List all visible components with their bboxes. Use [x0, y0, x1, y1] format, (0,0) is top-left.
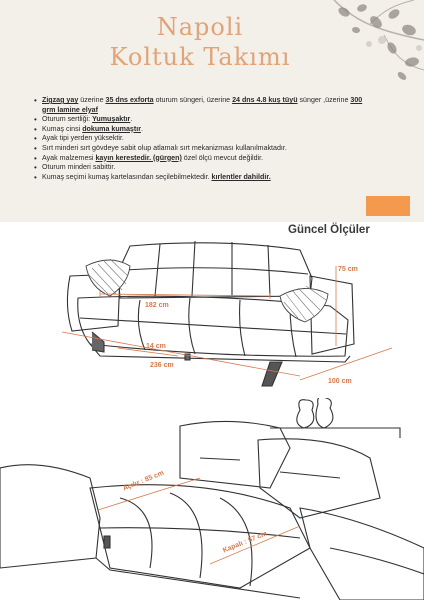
- feature-item: [34, 96, 364, 115]
- accent-block: [366, 196, 410, 216]
- product-title: [100, 12, 300, 72]
- leg-height-label: 14 cm: [146, 343, 166, 350]
- feature-highlight: 24 dns 4.8 kuş tüyü: [232, 96, 298, 104]
- feature-text: Sırt minderi sırt gövdeye sabit olup atlamalı sırt mekanizması kullanılmaktadır.: [42, 143, 287, 152]
- feature-highlight: kırlentler dahildir.: [211, 172, 271, 181]
- title-line-1: Napoli: [156, 13, 244, 41]
- feature-text: Ayak tipi yerden yüksektir.: [42, 134, 124, 143]
- feature-item: [34, 173, 364, 183]
- seat-width-label: 182 cm: [145, 302, 169, 309]
- feature-text: Ayak malzemesi: [42, 153, 96, 162]
- closed-depth-label: Kapalı : 57 cm: [222, 530, 269, 555]
- info-panel: [0, 0, 424, 222]
- feature-text: oturum süngeri, üzerine: [153, 96, 233, 104]
- feature-text: sünger ,üzerine: [297, 96, 351, 104]
- feature-text: üzerine: [78, 96, 106, 104]
- feature-text: .: [140, 124, 143, 133]
- feature-highlight: 35 dns exforta: [105, 96, 154, 104]
- feature-item: [34, 125, 364, 135]
- sofa-seat-depth-drawing: [0, 398, 424, 600]
- feature-text: Kumaş cinsi: [42, 124, 83, 133]
- total-width-label: 236 cm: [150, 362, 174, 369]
- feature-highlight: dokuma kumaştır: [82, 124, 141, 133]
- feature-text: Kumaş seçimi kumaş kartelasından seçilebilmektedir.: [42, 172, 212, 181]
- height-label: 75 cm: [338, 266, 358, 273]
- dimensions-title: Güncel Ölçüler: [288, 224, 370, 236]
- feature-text: .: [130, 115, 133, 124]
- feature-text: özel ölçü mevcut değildir.: [181, 153, 264, 162]
- feature-text: Oturum sertliği:: [42, 115, 93, 124]
- feature-highlight: Yumuşaktır: [92, 115, 131, 124]
- feature-item: [34, 144, 364, 154]
- depth-label: 100 cm: [328, 378, 352, 385]
- title-line-2: Koltuk Takımı: [109, 43, 291, 71]
- feature-list: [34, 96, 364, 182]
- feature-item: [34, 163, 364, 173]
- feature-item: [34, 115, 364, 125]
- feature-item: [34, 154, 364, 164]
- feature-item: [34, 134, 364, 144]
- open-depth-label: Açılır : 85 cm: [122, 469, 166, 493]
- feature-highlight: kayın kerestedir. (gürgen): [95, 153, 182, 162]
- feature-text: Oturum minderi sabittir.: [42, 163, 116, 172]
- sofa-dimension-drawing: [0, 236, 424, 416]
- feature-highlight: 300 grm lamine elyaf: [42, 96, 363, 114]
- feature-highlight: Zigzag yay: [42, 96, 79, 104]
